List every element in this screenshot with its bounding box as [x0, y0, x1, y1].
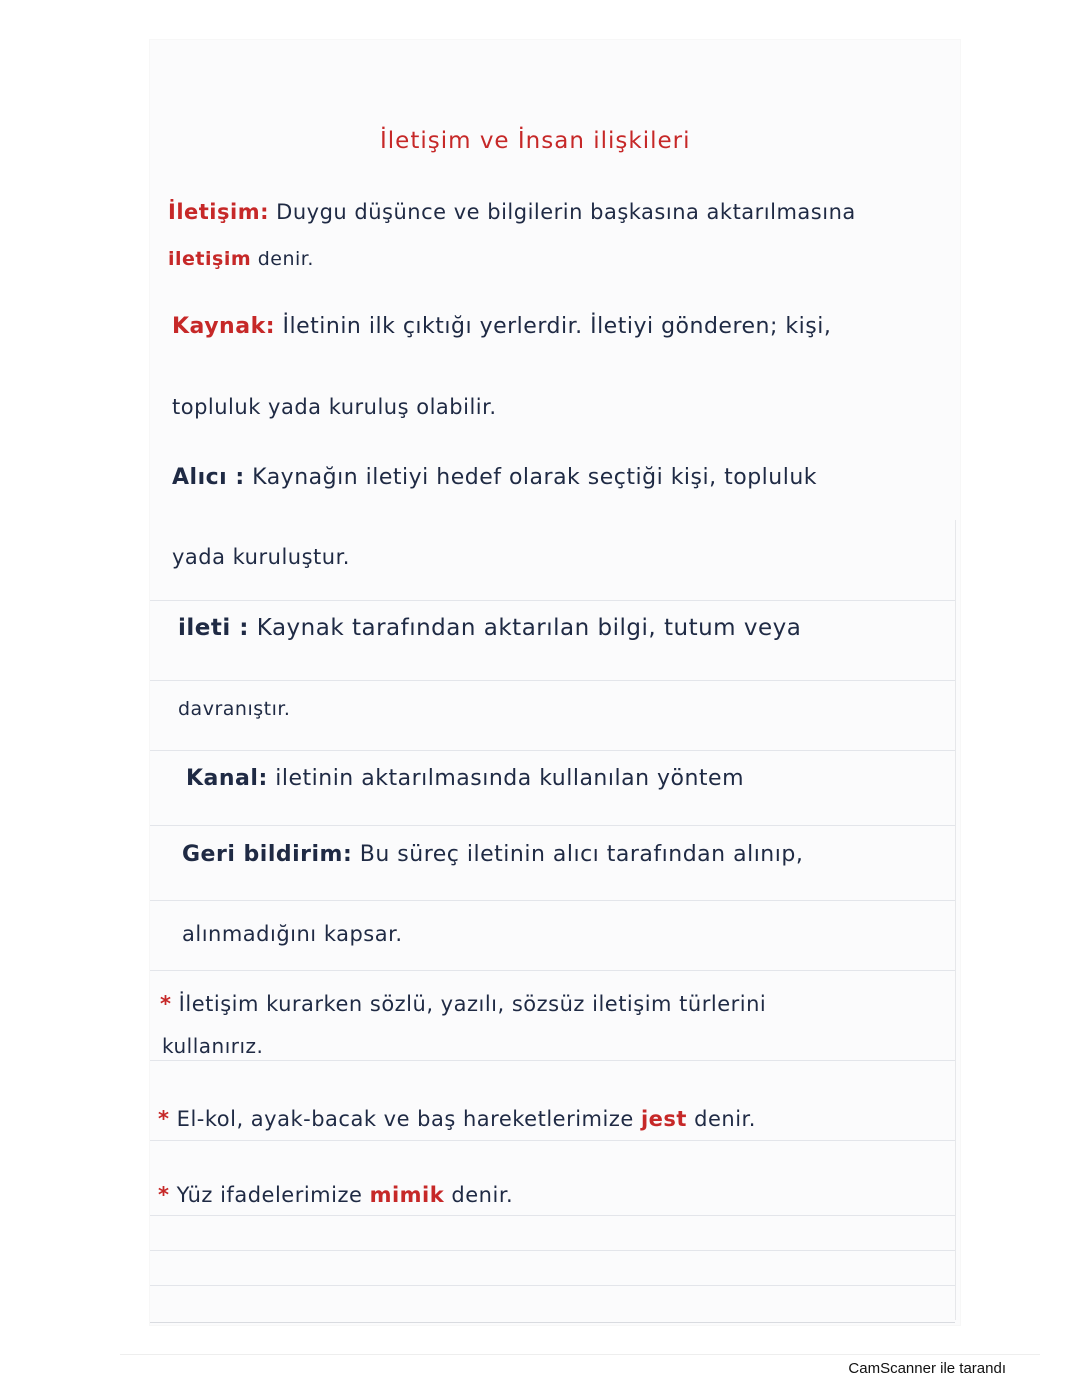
page-title: İletişim ve İnsan ilişkileri — [380, 128, 691, 154]
definition-ileti-cont — [178, 698, 290, 720]
note-text: denir. — [694, 1107, 756, 1131]
term-iletisim-inline: iletişim — [168, 248, 252, 270]
ruled-line — [150, 1215, 955, 1216]
definition-iletisim — [168, 200, 856, 224]
scan-divider — [120, 1354, 1040, 1355]
keyword-mimik: mimik — [369, 1183, 445, 1207]
definition-text: Bu süreç iletinin alıcı tarafından alınıp, — [359, 842, 804, 867]
definition-text: Kaynağın iletiyi hedef olarak seçtiği kişi, topluluk — [252, 465, 818, 490]
note-text: İletişim kurarken sözlü, yazılı, sözsüz iletişim türlerini — [178, 992, 767, 1016]
ruled-line — [150, 900, 955, 901]
ruled-line — [150, 680, 955, 681]
definition-text: davranıştır. — [178, 698, 291, 720]
note-jest — [158, 1107, 756, 1131]
definition-geri-bildirim — [182, 842, 803, 867]
definition-text: topluluk yada kuruluş olabilir. — [172, 395, 497, 419]
definition-alici — [172, 465, 817, 490]
ruled-line — [150, 1140, 955, 1141]
keyword-jest: jest — [640, 1107, 687, 1131]
notebook-page — [150, 40, 960, 1325]
definition-alici-cont — [172, 545, 350, 569]
definition-text: İletinin ilk çıktığı yerlerdir. İletiyi gönderen; kişi, — [282, 314, 832, 339]
definition-text: denir. — [257, 248, 314, 270]
note-text: denir. — [451, 1183, 514, 1207]
definition-ileti — [178, 615, 801, 641]
definition-geri-bildirim-cont — [182, 922, 403, 946]
term-ileti: ileti : — [178, 615, 249, 641]
ruled-line — [150, 825, 955, 826]
page-bottom-edge — [150, 1322, 955, 1323]
definition-text: Kaynak tarafından aktarılan bilgi, tutum veya — [256, 615, 802, 641]
term-kanal: Kanal: — [186, 766, 268, 791]
note-text: El-kol, ayak-bacak ve baş hareketlerimize — [176, 1107, 634, 1131]
note-text: kullanırız. — [162, 1034, 264, 1058]
scanner-watermark: CamScanner ile tarandı — [848, 1360, 1006, 1377]
definition-text: iletinin aktarılmasında kullanılan yöntem — [275, 766, 745, 791]
asterisk-icon: * — [158, 1183, 170, 1207]
ruled-line — [150, 1285, 955, 1286]
note-mimik — [158, 1183, 513, 1207]
ruled-line — [150, 970, 955, 971]
definition-kaynak — [172, 314, 831, 339]
ruled-line — [150, 1250, 955, 1251]
ruled-line — [150, 1060, 955, 1061]
term-alici: Alıcı : — [172, 465, 245, 490]
margin-line — [955, 520, 956, 1320]
definition-kaynak-cont — [172, 395, 497, 419]
term-kaynak: Kaynak: — [172, 314, 275, 339]
note-text: Yüz ifadelerimize — [176, 1183, 363, 1207]
asterisk-icon: * — [158, 1107, 170, 1131]
note-iletisim-turleri — [160, 992, 766, 1016]
definition-text: yada kuruluştur. — [172, 545, 350, 569]
definition-text: alınmadığını kapsar. — [182, 922, 403, 946]
asterisk-icon: * — [160, 992, 172, 1016]
definition-text: Duygu düşünce ve bilgilerin başkasına aktarılmasına — [276, 200, 856, 224]
definition-iletisim-cont — [168, 248, 314, 270]
definition-kanal — [186, 766, 744, 791]
ruled-line — [150, 750, 955, 751]
note-iletisim-turleri-cont — [162, 1034, 263, 1058]
ruled-line — [150, 600, 955, 601]
term-iletisim: İletişim: — [168, 200, 269, 224]
term-geri-bildirim: Geri bildirim: — [182, 842, 353, 867]
